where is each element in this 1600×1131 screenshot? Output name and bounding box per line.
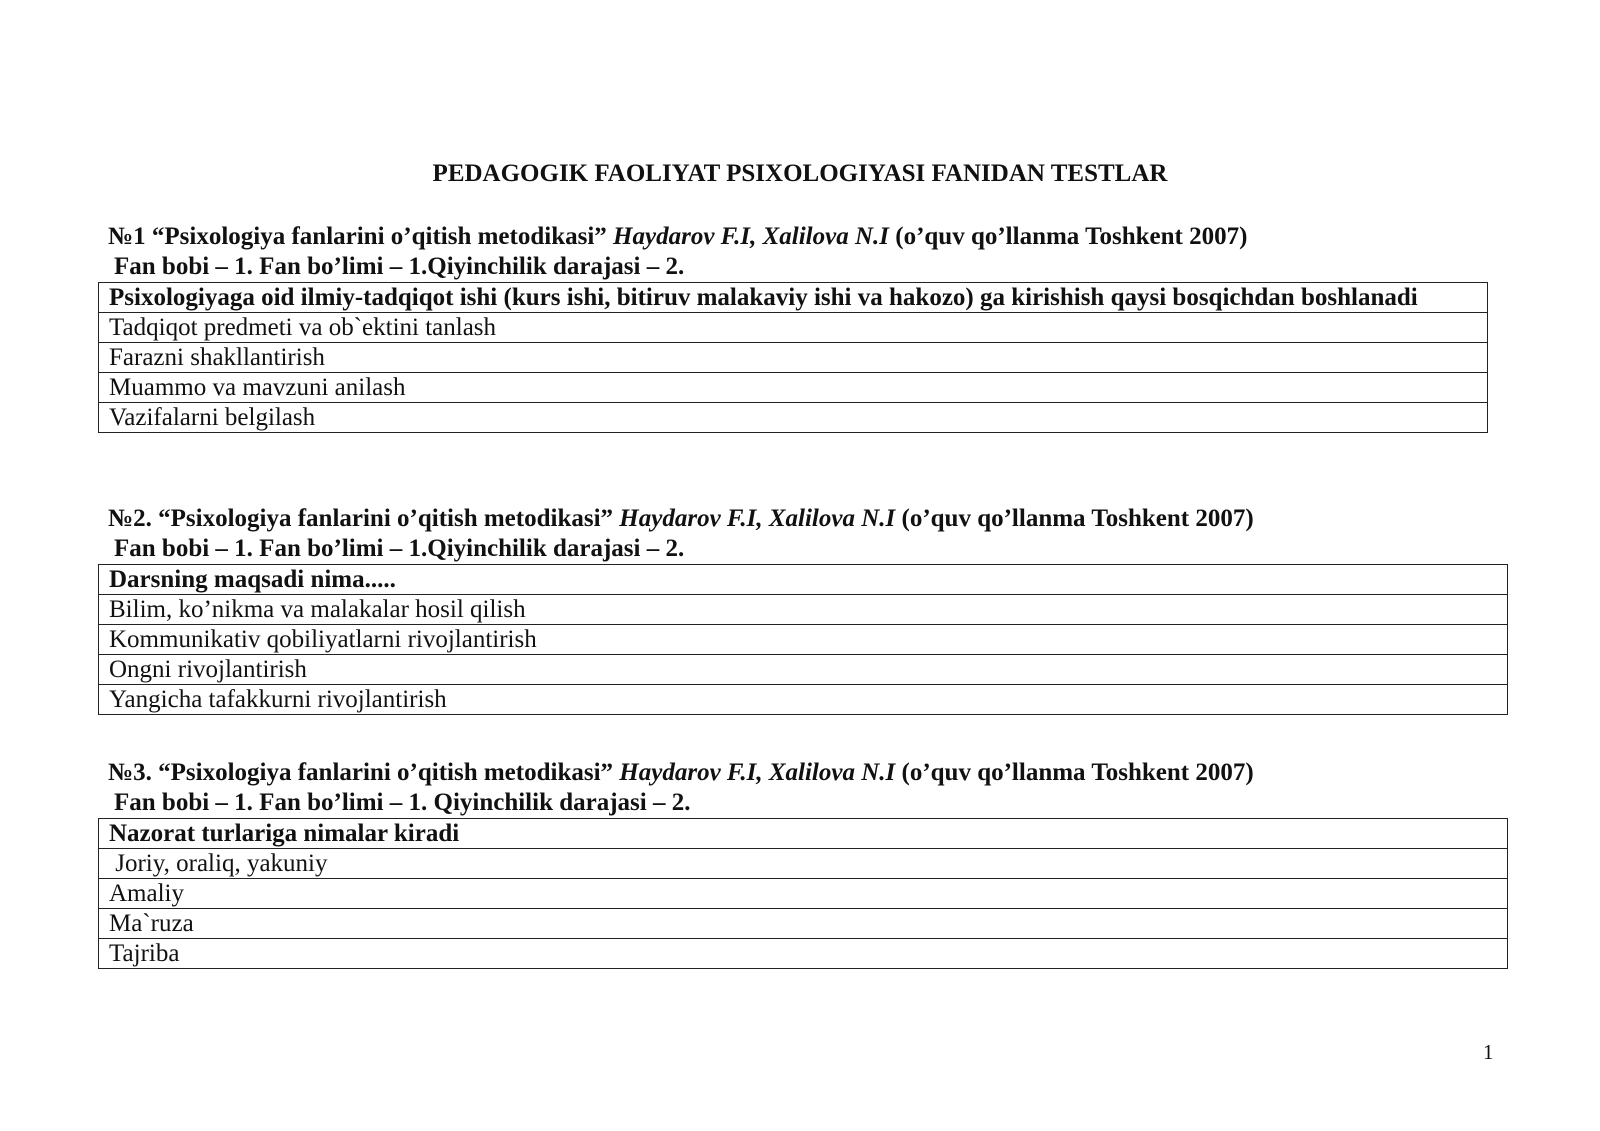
question-stem: Psixologiyaga oid ilmiy-tadqiqot ishi (kurs ishi, bitiruv malakaviy ishi va hakozo) ga kirishish qaysi bosqichdan boshlanadi [99,283,1488,313]
answer-option: Vazifalarni belgilash [99,403,1488,433]
answer-option: Yangicha tafakkurni rivojlantirish [99,685,1508,715]
answer-option: Ma`ruza [99,909,1508,939]
source: (o’quv qo’llanma Toshkent 2007) [895,223,1248,250]
question-meta: Fan bobi – 1. Fan bo’limi – 1.Qiyinchilik darajasi – 2. [114,535,685,562]
source: (o’quv qo’llanma Toshkent 2007) [901,505,1254,532]
source: (o’quv qo’llanma Toshkent 2007) [901,759,1254,786]
authors: Haydarov F.I, Xalilova N.I [619,759,896,786]
authors: Haydarov F.I, Xalilova N.I [613,223,889,250]
question-3 [98,758,1508,969]
question-meta: Fan bobi – 1. Fan bo’limi – 1.Qiyinchilik darajasi – 2. [114,253,685,280]
question-number: №1 [108,223,146,250]
answer-option: Joriy, oraliq, yakuniy [99,849,1508,879]
book-title: “Psixologiya fanlarini o’qitish metodikasi” [158,505,614,532]
answer-option: Bilim, ko’nikma va malakalar hosil qilish [99,595,1508,625]
authors: Haydarov F.I, Xalilova N.I [619,505,896,532]
answer-option: Tadqiqot predmeti va ob`ektini tanlash [99,313,1488,343]
answer-option: Tajriba [99,939,1508,969]
question-2 [98,504,1508,715]
answer-option: Kommunikativ qobiliyatlarni rivojlantirish [99,625,1508,655]
answer-option: Amaliy [99,879,1508,909]
question-stem: Darsning maqsadi nima..... [99,565,1508,595]
answer-option: Muammo va mavzuni anilash [99,373,1488,403]
page-title: PEDAGOGIK FAOLIYAT PSIXOLOGIYASI FANIDAN TESTLAR [432,160,1168,187]
question-table [98,818,1508,969]
answer-option: Farazni shakllantirish [99,343,1488,373]
question-header [98,758,1508,788]
question-table [98,564,1508,715]
book-title: “Psixologiya fanlarini o’qitish metodikasi” [158,759,614,786]
question-stem: Nazorat turlariga nimalar kiradi [99,819,1508,849]
question-number: №2. [108,505,152,532]
question-1 [98,222,1488,433]
question-header [98,504,1508,534]
answer-option: Ongni rivojlantirish [99,655,1508,685]
book-title: “Psixologiya fanlarini o’qitish metodikasi” [151,223,607,250]
question-number: №3. [108,759,152,786]
page-number: 1 [1483,1040,1494,1064]
question-table [98,282,1488,433]
question-meta: Fan bobi – 1. Fan bo’limi – 1. Qiyinchilik darajasi – 2. [114,789,691,816]
question-header [98,222,1488,252]
